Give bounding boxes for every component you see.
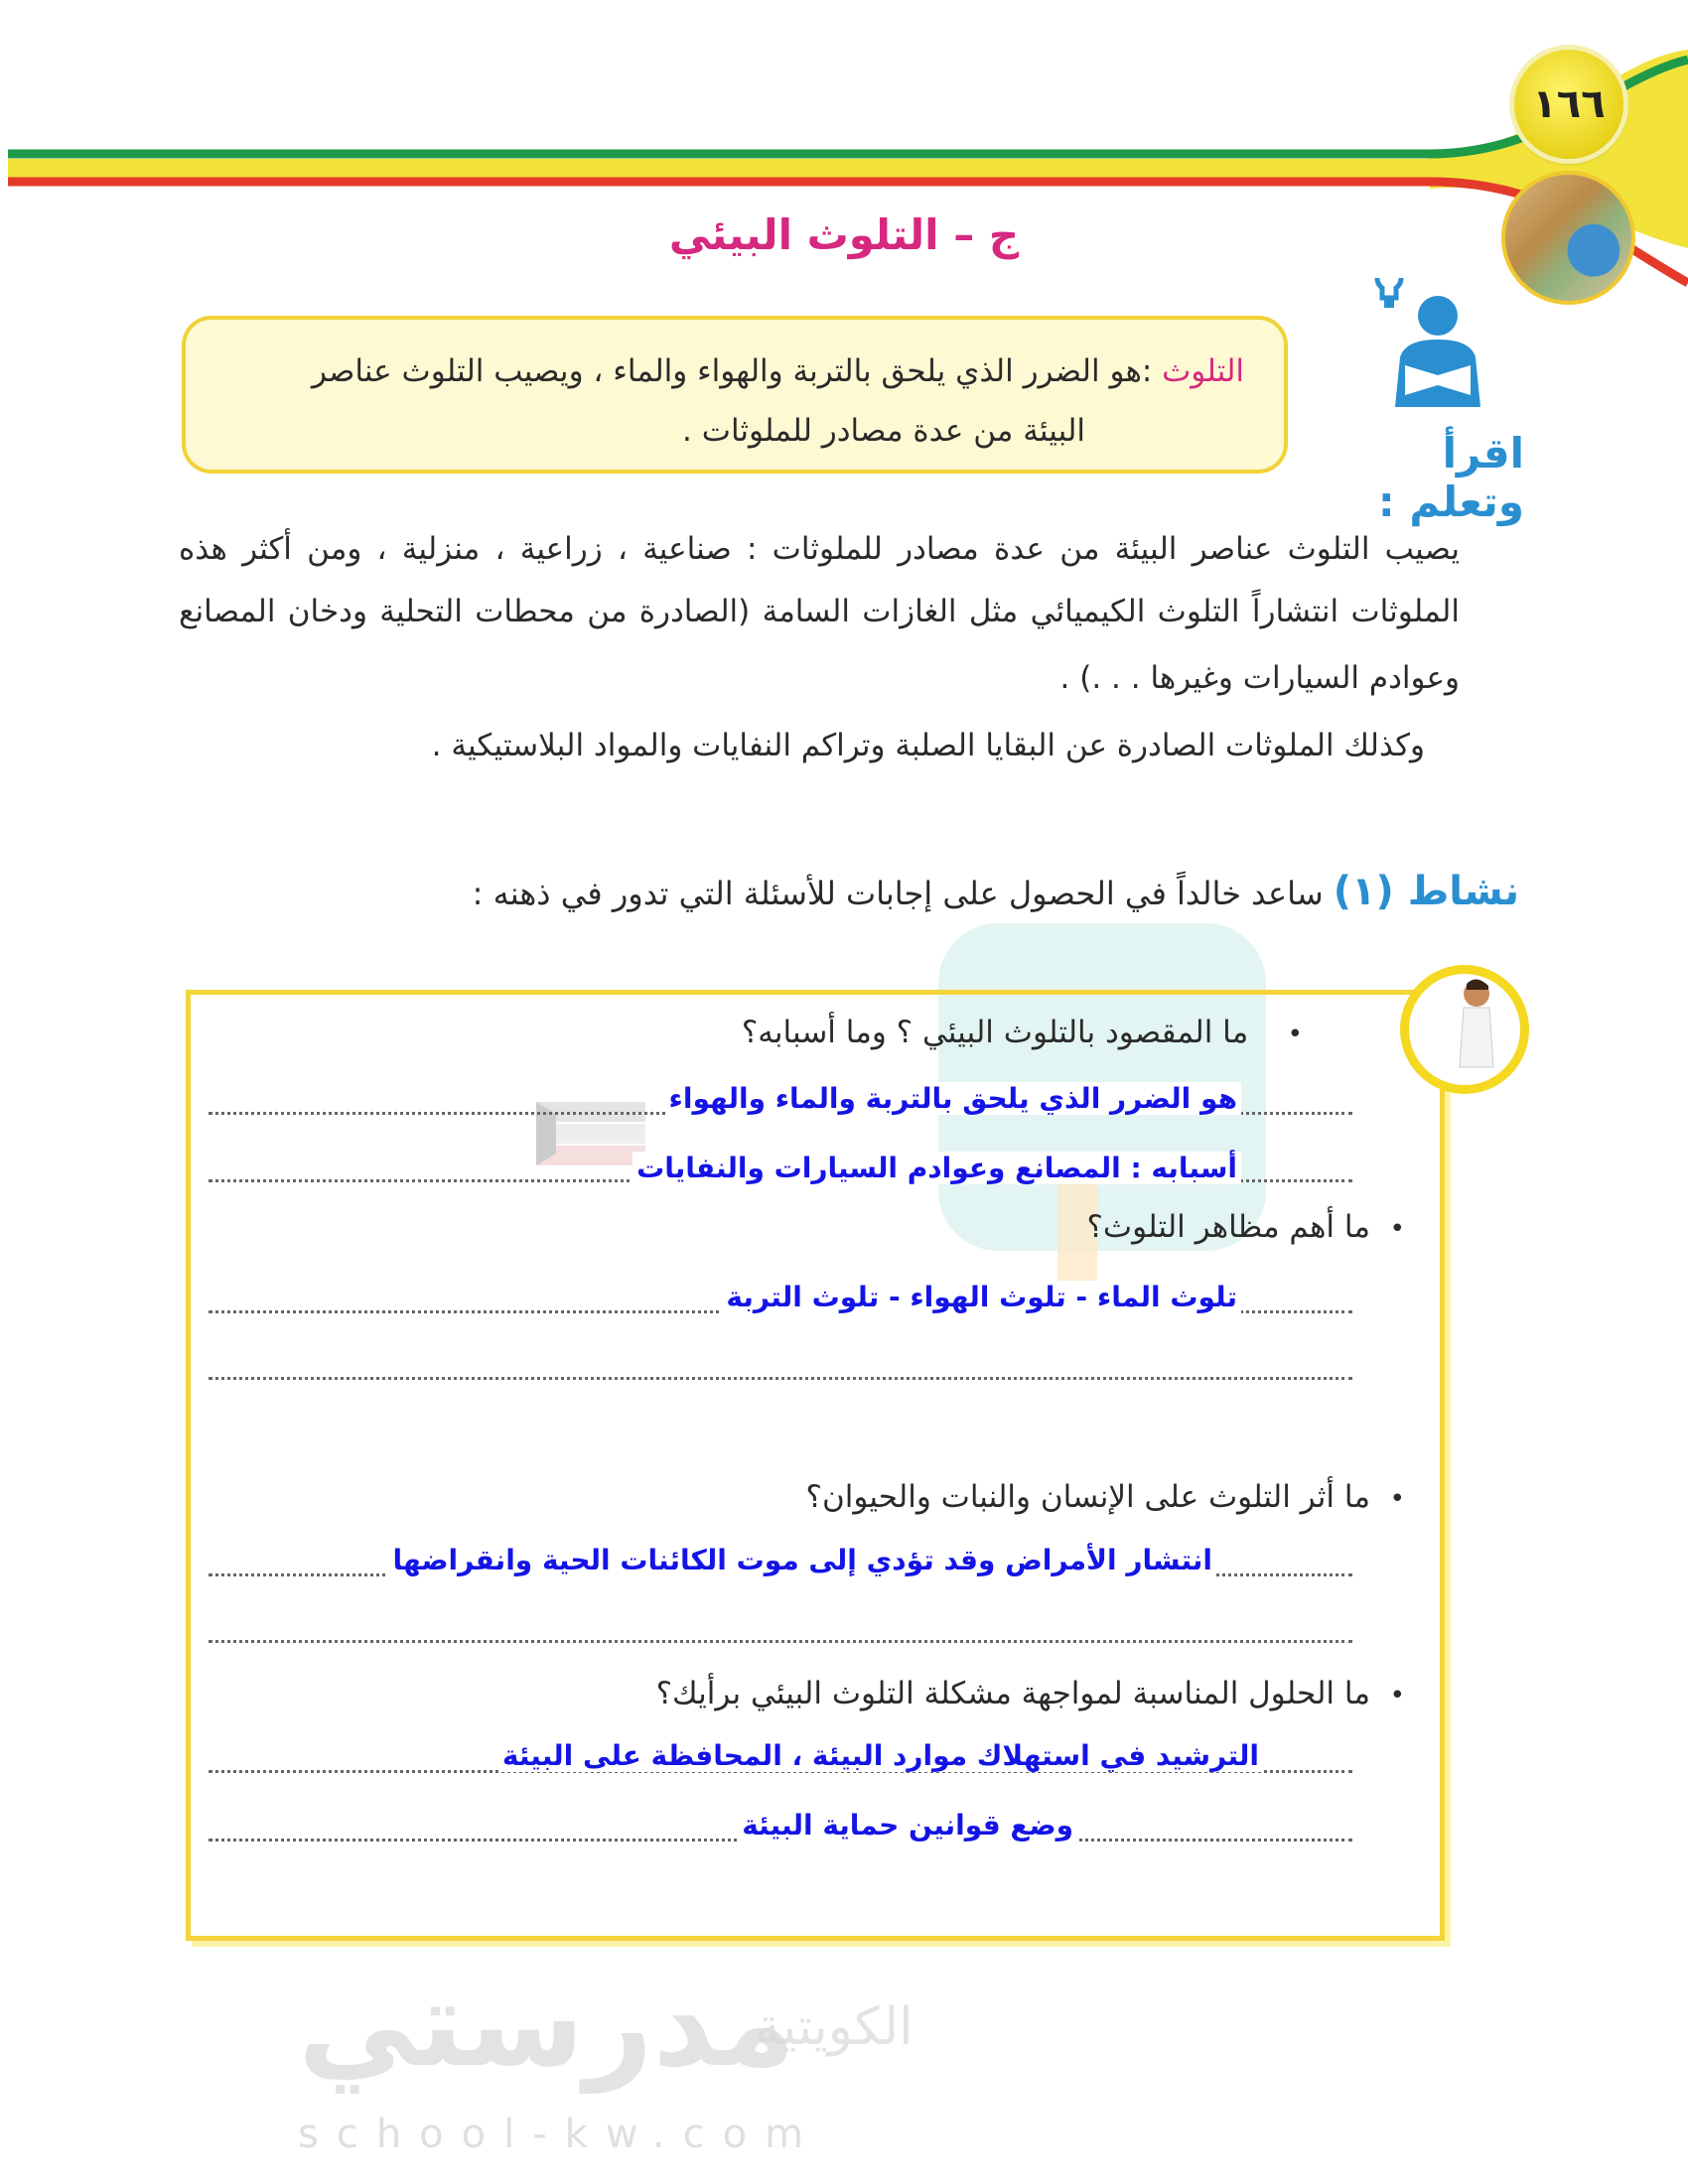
section-title: ج – التلوث البيئي [668, 210, 1020, 259]
question-1: • ما المقصود بالتلوث البيئي ؟ وما أسبابه؟ [741, 1015, 1303, 1050]
paragraph-line-2: الملوثات انتشاراً التلوث الكيميائي مثل الغازات السامة (الصادرة من محطات التحلية ودخان المصانع [179, 594, 1460, 629]
definition-box [182, 316, 1288, 474]
answer-3a[interactable]: انتشار الأمراض وقد تؤدي إلى موت الكائنات الحية وانقراضها [388, 1544, 1216, 1576]
paragraph-line-1: يصيب التلوث عناصر البيئة من عدة مصادر للملوثات : صناعية ، زراعية ، منزلية ، ومن أكثر هذه [179, 531, 1460, 567]
student-avatar [1400, 965, 1529, 1094]
page-number: ١٦٦ [1514, 50, 1623, 159]
answer-4a[interactable]: الترشيد في استهلاك موارد البيئة ، المحافظة على البيئة [498, 1739, 1263, 1772]
answer-line [209, 1377, 1352, 1380]
activity-label: نشاط (١) [1333, 869, 1519, 914]
activity-instruction: ساعد خالداً في الحصول على إجابات للأسئلة التي تدور في ذهنه : [472, 875, 1324, 912]
definition-text-2: البيئة من عدة مصادر للملوثات . [682, 413, 1085, 449]
question-4: • ما الحلول المناسبة لمواجهة مشكلة التلوث البيئي برأيك؟ [655, 1676, 1405, 1711]
map-image [1501, 171, 1635, 305]
activity-box [186, 990, 1445, 1941]
paragraph-line-4: وكذلك الملوثات الصادرة عن البقايا الصلبة وتراكم النفايات والمواد البلاستيكية . [431, 728, 1425, 763]
question-2: • ما أهم مظاهر التلوث؟ [1086, 1209, 1405, 1245]
definition-term: التلوث [1162, 353, 1244, 389]
answer-4b[interactable]: وضع قوانين حماية البيئة [738, 1809, 1077, 1842]
answer-1b[interactable]: أسبابه : المصانع وعوادم السيارات والنفايات [633, 1152, 1241, 1184]
activity-heading [298, 869, 1519, 914]
reader-icon [1360, 278, 1499, 417]
paragraph-line-3: وعوادم السيارات وغيرها . . .) . [1059, 660, 1460, 696]
answer-2a[interactable]: تلوث الماء - تلوث الهواء - تلوث التربة [722, 1281, 1241, 1313]
answer-1a[interactable]: هو الضرر الذي يلحق بالتربة والماء والهواء [665, 1082, 1241, 1115]
read-and-learn-label: اقرأ وتعلم : [1377, 429, 1524, 526]
watermark-subtitle: الكويتية [755, 1997, 914, 2057]
definition-text-1: :هو الضرر الذي يلحق بالتربة والهواء والماء ، ويصيب التلوث عناصر [311, 353, 1153, 389]
watermark-url: school-kw.com [298, 2112, 822, 2157]
watermark-logo: مدرستي [298, 1956, 796, 2094]
answer-line [209, 1640, 1352, 1643]
question-3: • ما أثر التلوث على الإنسان والنبات والحيوان؟ [805, 1479, 1405, 1515]
